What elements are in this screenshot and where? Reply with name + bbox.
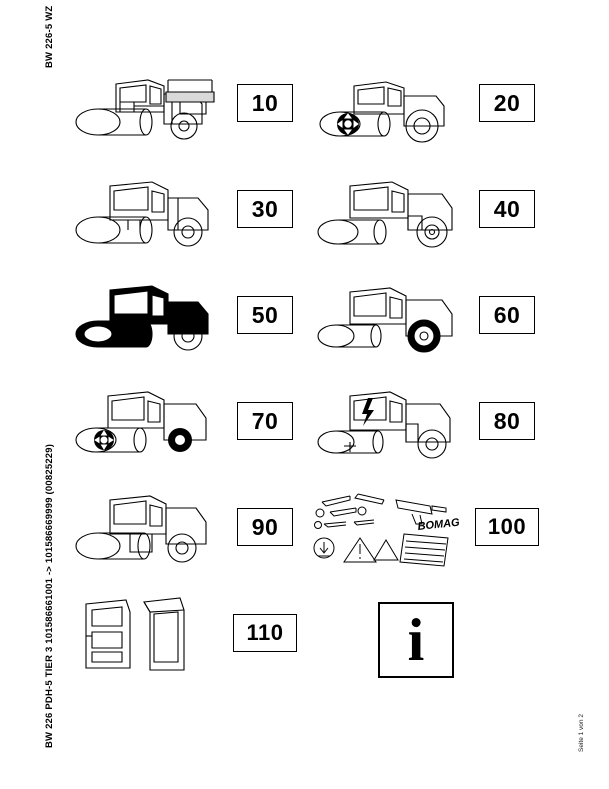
figure-roller-drum-drive-right (310, 62, 475, 160)
group-number-70: 70 (237, 402, 293, 440)
group-cell-80[interactable] (310, 380, 535, 478)
group-number-20: 20 (479, 84, 535, 122)
information-box[interactable] (378, 602, 454, 678)
figure-roller-drum-assembly (68, 486, 233, 584)
page-footer: Seite 1 von 2 (578, 714, 585, 752)
catalog-number-label: BW 226 PDH-5 TIER 3 101586661001 -> 101586669999 (00825229) (44, 443, 55, 748)
figure-roller-with-operator-platform (68, 62, 233, 160)
group-row-1 (68, 62, 538, 160)
group-cell-30[interactable] (68, 168, 293, 266)
group-cell-100[interactable] (310, 486, 535, 584)
figure-roller-electrics (310, 380, 475, 478)
group-row-2 (68, 168, 538, 266)
group-cell-20[interactable] (310, 62, 535, 160)
group-number-10: 10 (237, 84, 293, 122)
group-number-100: 100 (475, 508, 539, 546)
figure-roller-rear-axle (310, 168, 475, 266)
figure-roller-wheel-detail (310, 274, 475, 372)
group-cell-50[interactable] (68, 274, 293, 372)
group-row-5 (68, 486, 538, 584)
group-number-80: 80 (479, 402, 535, 440)
group-row-3 (68, 274, 538, 372)
info-icon: i (407, 607, 425, 673)
figure-roller-cab-left (68, 168, 233, 266)
group-number-30: 30 (237, 190, 293, 228)
figure-cab-panels (68, 592, 233, 690)
figure-tools-decals-bomag (300, 486, 490, 584)
group-row-6 (68, 592, 538, 690)
group-cell-10[interactable] (68, 62, 293, 160)
figure-roller-filled-black (68, 274, 233, 372)
group-number-60: 60 (479, 296, 535, 334)
bomag-wordmark: BOMAG (417, 516, 461, 533)
figure-roller-hydraulics (68, 380, 233, 478)
model-label: BW 226-5 WZ (44, 5, 55, 68)
group-cell-60[interactable] (310, 274, 535, 372)
group-number-40: 40 (479, 190, 535, 228)
group-number-50: 50 (237, 296, 293, 334)
group-cell-90[interactable] (68, 486, 293, 584)
group-cell-110[interactable] (68, 592, 293, 690)
group-number-110: 110 (233, 614, 297, 652)
group-cell-40[interactable] (310, 168, 535, 266)
group-row-4 (68, 380, 538, 478)
group-cell-70[interactable] (68, 380, 293, 478)
group-number-90: 90 (237, 508, 293, 546)
